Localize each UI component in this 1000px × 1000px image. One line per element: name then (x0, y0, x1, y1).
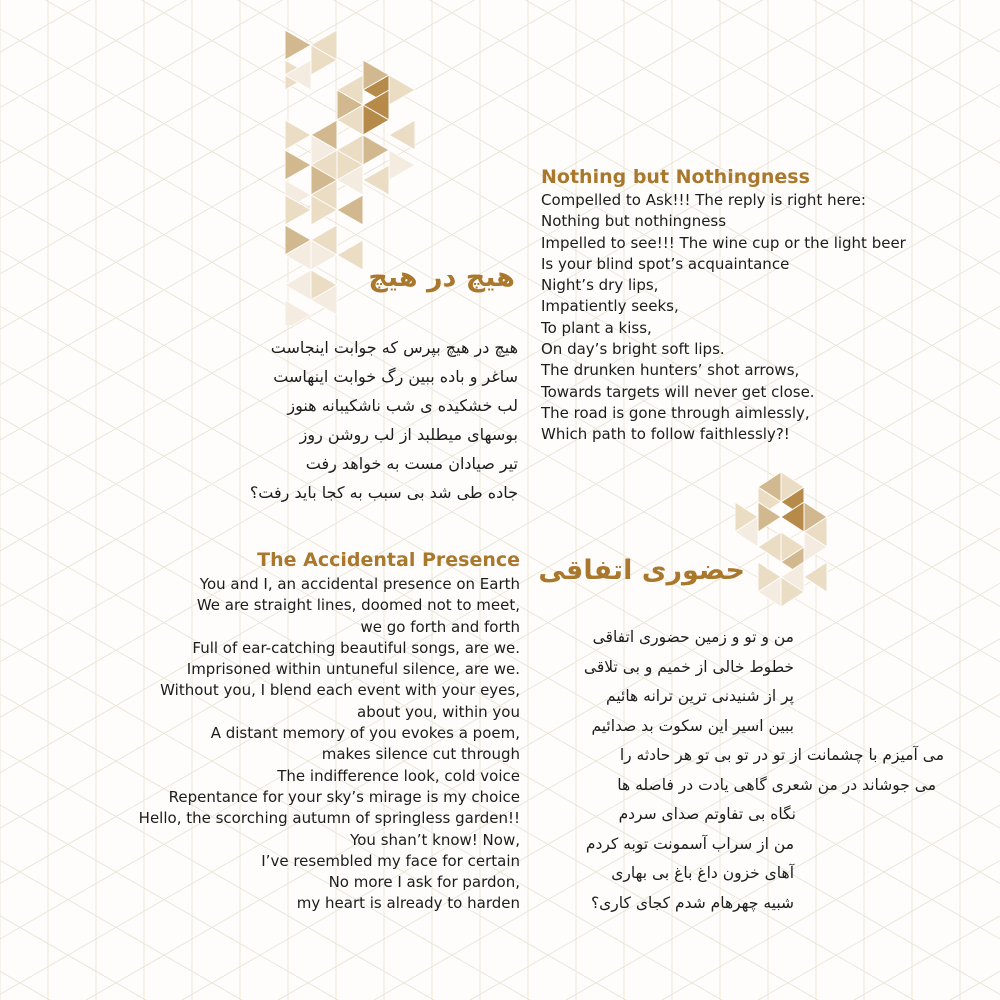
persian-title-accidental: حضوری اتفاقی (538, 555, 745, 586)
english-verse-accidental (90, 574, 520, 915)
english-line: Night’s dry lips, (541, 276, 659, 295)
english-line: Is your blind spot’s acquaintance (541, 254, 790, 273)
persian-line: ببین اسیر این سکوت بد صدائیم (591, 716, 794, 735)
english-title-accidental: The Accidental Presence (257, 549, 520, 571)
english-line: I’ve resembled my face for certain (261, 851, 520, 870)
english-line: Without you, I blend each event with your eyes, (160, 681, 520, 700)
english-line: my heart is already to harden (296, 894, 520, 913)
persian-line: ساغر و باده ببین رگ خوابت اینهاست (273, 367, 518, 386)
persian-line: من از سراب آسمونت توبه کردم (585, 834, 794, 853)
english-line: The road is gone through aimlessly, (541, 403, 810, 422)
persian-line: تیر صیادان مست به خواهد رفت (305, 454, 518, 473)
english-line: Impatiently seeks, (541, 297, 679, 316)
persian-title-nothing: هیچ در هیچ (368, 262, 515, 293)
english-title-nothing: Nothing but Nothingness (541, 166, 810, 188)
english-line: The drunken hunters’ shot arrows, (541, 361, 800, 380)
persian-line: بوسهای میطلبد از لب روشن روز (299, 425, 518, 444)
english-line: A distant memory of you evokes a poem, (210, 724, 520, 743)
persian-line: شبیه چهرهام شدم کجای کاری؟ (590, 893, 794, 912)
persian-line: می آمیزم با چشمانت از تو در تو بی تو هر حادثه را (619, 746, 944, 764)
english-line: Which path to follow faithlessly?! (541, 425, 790, 444)
english-line: No more I ask for pardon, (328, 873, 520, 892)
persian-line: پر از شنیدنی ترین ترانه هائیم (606, 687, 794, 705)
persian-line: نگاه بی تفاوتم صدای سردم (618, 805, 796, 823)
persian-line: لب خشکیده ی شب ناشکیبانه هنوز (287, 396, 518, 415)
persian-line: می جوشاند در من شعری گاهی یادت در فاصله ها (617, 775, 936, 794)
english-line: You shan’t know! Now, (350, 830, 520, 849)
english-line: Full of ear-catching beautiful songs, are we. (192, 638, 520, 657)
english-line: about you, within you (357, 702, 520, 721)
persian-line: جاده طی شد بی سبب به کجا باید رفت؟ (249, 483, 518, 502)
english-line: You and I, an accidental presence on Earth (199, 575, 520, 593)
english-line: Imprisoned within untuneful silence, are we. (186, 660, 520, 679)
persian-line: من و تو و زمین حضوری اتفاقی (592, 628, 794, 646)
geometric-triangle-mosaic-middle (735, 472, 830, 622)
persian-verse-nothing (180, 333, 518, 507)
english-line: we go forth and forth (360, 617, 520, 636)
persian-line: خطوط خالی از خمیم و بی تلاقی (583, 657, 794, 676)
english-line: Hello, the scorching autumn of springless garden!! (138, 809, 520, 828)
english-line: To plant a kiss, (541, 318, 652, 337)
english-line: We are straight lines, doomed not to meet, (196, 596, 520, 615)
english-line: The indifference look, cold voice (277, 766, 520, 785)
english-line: On day’s bright soft lips. (541, 340, 725, 359)
english-line: Compelled to Ask!!! The reply is right here: (541, 191, 866, 209)
persian-line: آهای خزون داغ باغ بی بهاری (611, 864, 794, 882)
persian-verse-accidental (508, 623, 944, 918)
english-line: Repentance for your sky’s mirage is my choice (168, 787, 520, 806)
english-line: makes silence cut through (321, 745, 520, 764)
english-line: Towards targets will never get close. (541, 382, 815, 401)
english-line: Nothing but nothingness (541, 212, 727, 231)
english-line: Impelled to see!!! The wine cup or the light beer (541, 233, 906, 252)
persian-line: هیچ در هیچ بپرس که جوابت اینجاست (270, 338, 518, 357)
english-verse-nothing (541, 190, 951, 446)
